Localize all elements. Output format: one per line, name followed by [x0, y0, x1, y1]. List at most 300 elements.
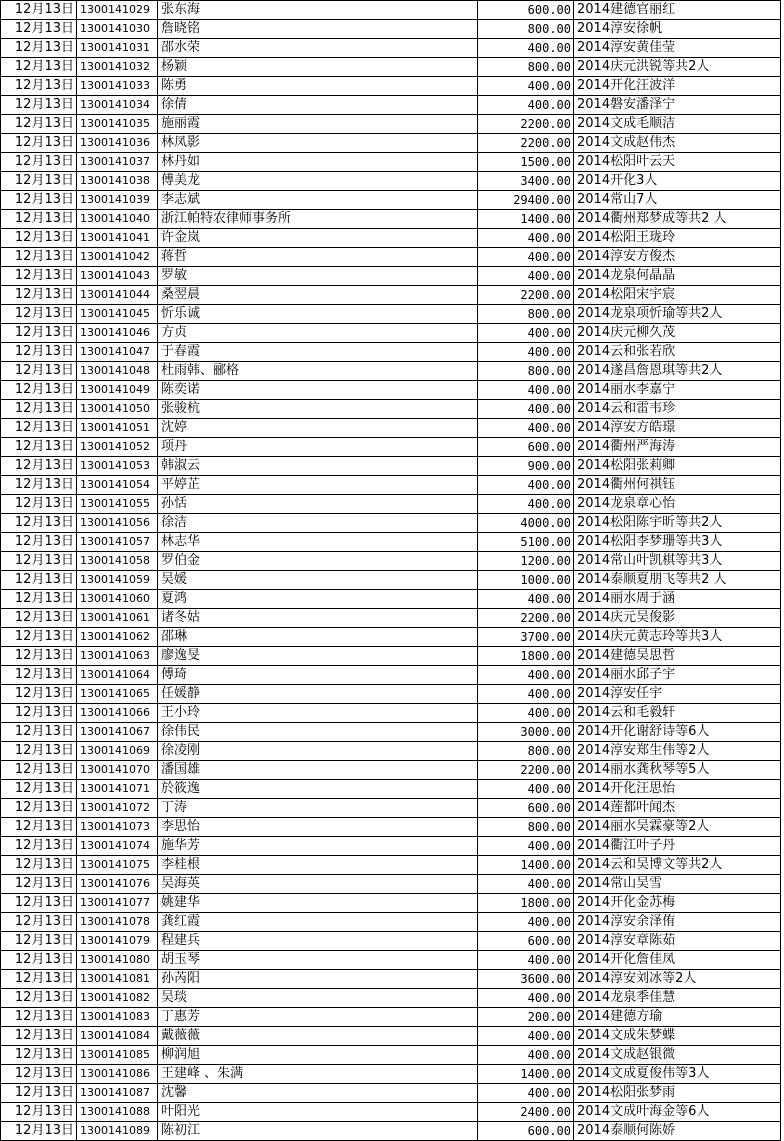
remark-cell[interactable]: 2014文成毛顺洁 — [574, 115, 781, 134]
donor-name-cell[interactable]: 林丹如 — [158, 153, 478, 172]
receipt-number-cell[interactable]: 1300141048 — [77, 362, 158, 381]
donor-name-cell[interactable]: 夏鸿 — [158, 590, 478, 609]
donor-name-cell[interactable]: 方贞 — [158, 324, 478, 343]
remark-cell[interactable]: 2014丽水李嘉宁 — [574, 381, 781, 400]
receipt-number-cell[interactable]: 1300141040 — [77, 210, 158, 229]
amount-cell[interactable]: 800.00 — [478, 818, 574, 837]
remark-cell[interactable]: 2014松阳王珑玲 — [574, 229, 781, 248]
remark-cell[interactable]: 2014开化詹佳凤 — [574, 951, 781, 970]
date-cell[interactable]: 12月13日 — [1, 495, 77, 514]
donor-name-cell[interactable]: 韩淑云 — [158, 457, 478, 476]
remark-cell[interactable]: 2014泰顺何陈娇 — [574, 1122, 781, 1141]
date-cell[interactable]: 12月13日 — [1, 324, 77, 343]
amount-cell[interactable]: 800.00 — [478, 58, 574, 77]
date-cell[interactable]: 12月13日 — [1, 58, 77, 77]
date-cell[interactable]: 12月13日 — [1, 210, 77, 229]
donor-name-cell[interactable]: 徐倩 — [158, 96, 478, 115]
donor-name-cell[interactable]: 潘国雄 — [158, 761, 478, 780]
receipt-number-cell[interactable]: 1300141063 — [77, 647, 158, 666]
amount-cell[interactable]: 3600.00 — [478, 970, 574, 989]
remark-cell[interactable]: 2014建德官丽红 — [574, 1, 781, 20]
receipt-number-cell[interactable]: 1300141050 — [77, 400, 158, 419]
receipt-number-cell[interactable]: 1300141031 — [77, 39, 158, 58]
date-cell[interactable]: 12月13日 — [1, 1027, 77, 1046]
donor-name-cell[interactable]: 沈馨 — [158, 1084, 478, 1103]
receipt-number-cell[interactable]: 1300141081 — [77, 970, 158, 989]
remark-cell[interactable]: 2014丽水吴霖豪等2人 — [574, 818, 781, 837]
donor-name-cell[interactable]: 程建兵 — [158, 932, 478, 951]
date-cell[interactable]: 12月13日 — [1, 628, 77, 647]
amount-cell[interactable]: 200.00 — [478, 1008, 574, 1027]
date-cell[interactable]: 12月13日 — [1, 818, 77, 837]
receipt-number-cell[interactable]: 1300141065 — [77, 685, 158, 704]
remark-cell[interactable]: 2014淳安余泽侑 — [574, 913, 781, 932]
amount-cell[interactable]: 800.00 — [478, 305, 574, 324]
remark-cell[interactable]: 2014龙泉季佳慧 — [574, 989, 781, 1008]
amount-cell[interactable]: 600.00 — [478, 799, 574, 818]
receipt-number-cell[interactable]: 1300141072 — [77, 799, 158, 818]
receipt-number-cell[interactable]: 1300141083 — [77, 1008, 158, 1027]
receipt-number-cell[interactable]: 1300141042 — [77, 248, 158, 267]
amount-cell[interactable]: 1400.00 — [478, 856, 574, 875]
receipt-number-cell[interactable]: 1300141052 — [77, 438, 158, 457]
donor-name-cell[interactable]: 叶阳光 — [158, 1103, 478, 1122]
remark-cell[interactable]: 2014莲都叶闻杰 — [574, 799, 781, 818]
donor-name-cell[interactable]: 浙江帕特农律师事务所 — [158, 210, 478, 229]
date-cell[interactable]: 12月13日 — [1, 286, 77, 305]
donor-name-cell[interactable]: 施华芳 — [158, 837, 478, 856]
receipt-number-cell[interactable]: 1300141059 — [77, 571, 158, 590]
donor-name-cell[interactable]: 傅美龙 — [158, 172, 478, 191]
receipt-number-cell[interactable]: 1300141056 — [77, 514, 158, 533]
receipt-number-cell[interactable]: 1300141085 — [77, 1046, 158, 1065]
receipt-number-cell[interactable]: 1300141055 — [77, 495, 158, 514]
amount-cell[interactable]: 400.00 — [478, 875, 574, 894]
receipt-number-cell[interactable]: 1300141035 — [77, 115, 158, 134]
donor-name-cell[interactable]: 蒋哲 — [158, 248, 478, 267]
amount-cell[interactable]: 2200.00 — [478, 134, 574, 153]
receipt-number-cell[interactable]: 1300141045 — [77, 305, 158, 324]
remark-cell[interactable]: 2014文成叶海金等6人 — [574, 1103, 781, 1122]
receipt-number-cell[interactable]: 1300141089 — [77, 1122, 158, 1141]
amount-cell[interactable]: 400.00 — [478, 495, 574, 514]
donor-name-cell[interactable]: 龚红霞 — [158, 913, 478, 932]
amount-cell[interactable]: 1400.00 — [478, 1065, 574, 1084]
date-cell[interactable]: 12月13日 — [1, 666, 77, 685]
remark-cell[interactable]: 2014云和毛毅轩 — [574, 704, 781, 723]
date-cell[interactable]: 12月13日 — [1, 723, 77, 742]
remark-cell[interactable]: 2014淳安方俊杰 — [574, 248, 781, 267]
receipt-number-cell[interactable]: 1300141082 — [77, 989, 158, 1008]
receipt-number-cell[interactable]: 1300141067 — [77, 723, 158, 742]
remark-cell[interactable]: 2014庆元黄志玲等共3人 — [574, 628, 781, 647]
remark-cell[interactable]: 2014松阳张莉卿 — [574, 457, 781, 476]
donor-name-cell[interactable]: 傅琦 — [158, 666, 478, 685]
amount-cell[interactable]: 400.00 — [478, 267, 574, 286]
date-cell[interactable]: 12月13日 — [1, 647, 77, 666]
date-cell[interactable]: 12月13日 — [1, 856, 77, 875]
amount-cell[interactable]: 29400.00 — [478, 191, 574, 210]
amount-cell[interactable]: 3400.00 — [478, 172, 574, 191]
donor-name-cell[interactable]: 王建峰 、朱满 — [158, 1065, 478, 1084]
remark-cell[interactable]: 2014开化3人 — [574, 172, 781, 191]
date-cell[interactable]: 12月13日 — [1, 343, 77, 362]
amount-cell[interactable]: 400.00 — [478, 476, 574, 495]
amount-cell[interactable]: 600.00 — [478, 932, 574, 951]
donor-name-cell[interactable]: 邵琳 — [158, 628, 478, 647]
date-cell[interactable]: 12月13日 — [1, 761, 77, 780]
date-cell[interactable]: 12月13日 — [1, 932, 77, 951]
receipt-number-cell[interactable]: 1300141037 — [77, 153, 158, 172]
remark-cell[interactable]: 2014衢江叶子丹 — [574, 837, 781, 856]
remark-cell[interactable]: 2014衢州郑梦成等共2 人 — [574, 210, 781, 229]
remark-cell[interactable]: 2014云和吴博文等共2人 — [574, 856, 781, 875]
date-cell[interactable]: 12月13日 — [1, 172, 77, 191]
date-cell[interactable]: 12月13日 — [1, 115, 77, 134]
amount-cell[interactable]: 1200.00 — [478, 552, 574, 571]
date-cell[interactable]: 12月13日 — [1, 1, 77, 20]
remark-cell[interactable]: 2014龙泉何晶晶 — [574, 267, 781, 286]
amount-cell[interactable]: 400.00 — [478, 381, 574, 400]
donor-name-cell[interactable]: 柳润旭 — [158, 1046, 478, 1065]
amount-cell[interactable]: 400.00 — [478, 39, 574, 58]
remark-cell[interactable]: 2014衢州严海涛 — [574, 438, 781, 457]
donor-name-cell[interactable]: 罗敏 — [158, 267, 478, 286]
receipt-number-cell[interactable]: 1300141051 — [77, 419, 158, 438]
donor-name-cell[interactable]: 施丽霞 — [158, 115, 478, 134]
receipt-number-cell[interactable]: 1300141087 — [77, 1084, 158, 1103]
remark-cell[interactable]: 2014庆元吴俊影 — [574, 609, 781, 628]
date-cell[interactable]: 12月13日 — [1, 799, 77, 818]
remark-cell[interactable]: 2014文成赵银微 — [574, 1046, 781, 1065]
donor-name-cell[interactable]: 项丹 — [158, 438, 478, 457]
receipt-number-cell[interactable]: 1300141043 — [77, 267, 158, 286]
donor-name-cell[interactable]: 丁惠芳 — [158, 1008, 478, 1027]
remark-cell[interactable]: 2014丽水周于涵 — [574, 590, 781, 609]
date-cell[interactable]: 12月13日 — [1, 1065, 77, 1084]
receipt-number-cell[interactable]: 1300141053 — [77, 457, 158, 476]
donor-name-cell[interactable]: 陈初江 — [158, 1122, 478, 1141]
amount-cell[interactable]: 3000.00 — [478, 723, 574, 742]
donor-name-cell[interactable]: 於筱逸 — [158, 780, 478, 799]
amount-cell[interactable]: 4000.00 — [478, 514, 574, 533]
amount-cell[interactable]: 400.00 — [478, 400, 574, 419]
remark-cell[interactable]: 2014建德吴思哲 — [574, 647, 781, 666]
amount-cell[interactable]: 400.00 — [478, 913, 574, 932]
date-cell[interactable]: 12月13日 — [1, 20, 77, 39]
date-cell[interactable]: 12月13日 — [1, 153, 77, 172]
donor-name-cell[interactable]: 王小玲 — [158, 704, 478, 723]
donor-name-cell[interactable]: 姚建华 — [158, 894, 478, 913]
date-cell[interactable]: 12月13日 — [1, 837, 77, 856]
receipt-number-cell[interactable]: 1300141077 — [77, 894, 158, 913]
donor-name-cell[interactable]: 廖逸旻 — [158, 647, 478, 666]
remark-cell[interactable]: 2014丽水邱子宇 — [574, 666, 781, 685]
donor-name-cell[interactable]: 孙恬 — [158, 495, 478, 514]
date-cell[interactable]: 12月13日 — [1, 514, 77, 533]
remark-cell[interactable]: 2014云和张若欣 — [574, 343, 781, 362]
receipt-number-cell[interactable]: 1300141039 — [77, 191, 158, 210]
amount-cell[interactable]: 800.00 — [478, 742, 574, 761]
donor-name-cell[interactable]: 许金岚 — [158, 229, 478, 248]
remark-cell[interactable]: 2014泰顺夏朋飞等共2 人 — [574, 571, 781, 590]
donor-name-cell[interactable]: 李志斌 — [158, 191, 478, 210]
amount-cell[interactable]: 400.00 — [478, 590, 574, 609]
amount-cell[interactable]: 400.00 — [478, 229, 574, 248]
receipt-number-cell[interactable]: 1300141079 — [77, 932, 158, 951]
receipt-number-cell[interactable]: 1300141038 — [77, 172, 158, 191]
donor-name-cell[interactable]: 张骏杭 — [158, 400, 478, 419]
remark-cell[interactable]: 2014淳安刘冰等2人 — [574, 970, 781, 989]
amount-cell[interactable]: 400.00 — [478, 780, 574, 799]
receipt-number-cell[interactable]: 1300141057 — [77, 533, 158, 552]
amount-cell[interactable]: 400.00 — [478, 1084, 574, 1103]
donor-name-cell[interactable]: 诸冬姑 — [158, 609, 478, 628]
remark-cell[interactable]: 2014龙泉项忻瑜等共2人 — [574, 305, 781, 324]
amount-cell[interactable]: 400.00 — [478, 324, 574, 343]
donor-name-cell[interactable]: 于春霞 — [158, 343, 478, 362]
donor-name-cell[interactable]: 胡玉琴 — [158, 951, 478, 970]
amount-cell[interactable]: 400.00 — [478, 77, 574, 96]
receipt-number-cell[interactable]: 1300141076 — [77, 875, 158, 894]
date-cell[interactable]: 12月13日 — [1, 590, 77, 609]
remark-cell[interactable]: 2014常山吴雪 — [574, 875, 781, 894]
amount-cell[interactable]: 600.00 — [478, 1, 574, 20]
amount-cell[interactable]: 1800.00 — [478, 894, 574, 913]
donor-name-cell[interactable]: 李思怡 — [158, 818, 478, 837]
remark-cell[interactable]: 2014衢州何祺钰 — [574, 476, 781, 495]
receipt-number-cell[interactable]: 1300141080 — [77, 951, 158, 970]
receipt-number-cell[interactable]: 1300141061 — [77, 609, 158, 628]
date-cell[interactable]: 12月13日 — [1, 1122, 77, 1141]
receipt-number-cell[interactable]: 1300141044 — [77, 286, 158, 305]
date-cell[interactable]: 12月13日 — [1, 419, 77, 438]
date-cell[interactable]: 12月13日 — [1, 400, 77, 419]
receipt-number-cell[interactable]: 1300141046 — [77, 324, 158, 343]
remark-cell[interactable]: 2014开化金苏梅 — [574, 894, 781, 913]
amount-cell[interactable]: 2400.00 — [478, 1103, 574, 1122]
date-cell[interactable]: 12月13日 — [1, 39, 77, 58]
amount-cell[interactable]: 400.00 — [478, 837, 574, 856]
receipt-number-cell[interactable]: 1300141054 — [77, 476, 158, 495]
remark-cell[interactable]: 2014淳安任宇 — [574, 685, 781, 704]
amount-cell[interactable]: 1000.00 — [478, 571, 574, 590]
date-cell[interactable]: 12月13日 — [1, 362, 77, 381]
remark-cell[interactable]: 2014文成赵伟杰 — [574, 134, 781, 153]
date-cell[interactable]: 12月13日 — [1, 134, 77, 153]
amount-cell[interactable]: 2200.00 — [478, 286, 574, 305]
receipt-number-cell[interactable]: 1300141047 — [77, 343, 158, 362]
amount-cell[interactable]: 1800.00 — [478, 647, 574, 666]
donor-name-cell[interactable]: 徐伟民 — [158, 723, 478, 742]
date-cell[interactable]: 12月13日 — [1, 780, 77, 799]
date-cell[interactable]: 12月13日 — [1, 457, 77, 476]
date-cell[interactable]: 12月13日 — [1, 685, 77, 704]
date-cell[interactable]: 12月13日 — [1, 248, 77, 267]
amount-cell[interactable]: 2200.00 — [478, 115, 574, 134]
receipt-number-cell[interactable]: 1300141069 — [77, 742, 158, 761]
amount-cell[interactable]: 400.00 — [478, 666, 574, 685]
date-cell[interactable]: 12月13日 — [1, 970, 77, 989]
receipt-number-cell[interactable]: 1300141062 — [77, 628, 158, 647]
date-cell[interactable]: 12月13日 — [1, 913, 77, 932]
donor-name-cell[interactable]: 吴海英 — [158, 875, 478, 894]
donor-name-cell[interactable]: 杨颖 — [158, 58, 478, 77]
donor-name-cell[interactable]: 丁涛 — [158, 799, 478, 818]
amount-cell[interactable]: 600.00 — [478, 438, 574, 457]
date-cell[interactable]: 12月13日 — [1, 742, 77, 761]
amount-cell[interactable]: 2200.00 — [478, 761, 574, 780]
remark-cell[interactable]: 2014淳安郑生伟等2人 — [574, 742, 781, 761]
receipt-number-cell[interactable]: 1300141029 — [77, 1, 158, 20]
donor-name-cell[interactable]: 徐凌刚 — [158, 742, 478, 761]
remark-cell[interactable]: 2014淳安章陈茹 — [574, 932, 781, 951]
donor-name-cell[interactable]: 戴薇薇 — [158, 1027, 478, 1046]
remark-cell[interactable]: 2014松阳叶云天 — [574, 153, 781, 172]
amount-cell[interactable]: 800.00 — [478, 20, 574, 39]
donor-name-cell[interactable]: 张东海 — [158, 1, 478, 20]
receipt-number-cell[interactable]: 1300141075 — [77, 856, 158, 875]
amount-cell[interactable]: 400.00 — [478, 96, 574, 115]
date-cell[interactable]: 12月13日 — [1, 1103, 77, 1122]
date-cell[interactable]: 12月13日 — [1, 438, 77, 457]
donor-name-cell[interactable]: 吴媛 — [158, 571, 478, 590]
date-cell[interactable]: 12月13日 — [1, 552, 77, 571]
remark-cell[interactable]: 2014遂昌詹恩琪等共2人 — [574, 362, 781, 381]
amount-cell[interactable]: 400.00 — [478, 685, 574, 704]
date-cell[interactable]: 12月13日 — [1, 951, 77, 970]
amount-cell[interactable]: 600.00 — [478, 1122, 574, 1141]
remark-cell[interactable]: 2014淳安徐帆 — [574, 20, 781, 39]
date-cell[interactable]: 12月13日 — [1, 305, 77, 324]
amount-cell[interactable]: 400.00 — [478, 343, 574, 362]
donor-name-cell[interactable]: 桑翌晨 — [158, 286, 478, 305]
remark-cell[interactable]: 2014丽水龚秋琴等5人 — [574, 761, 781, 780]
amount-cell[interactable]: 400.00 — [478, 951, 574, 970]
receipt-number-cell[interactable]: 1300141078 — [77, 913, 158, 932]
receipt-number-cell[interactable]: 1300141036 — [77, 134, 158, 153]
date-cell[interactable]: 12月13日 — [1, 533, 77, 552]
receipt-number-cell[interactable]: 1300141070 — [77, 761, 158, 780]
donor-name-cell[interactable]: 罗伯金 — [158, 552, 478, 571]
remark-cell[interactable]: 2014庆元柳久茂 — [574, 324, 781, 343]
remark-cell[interactable]: 2014松阳张梦雨 — [574, 1084, 781, 1103]
donor-name-cell[interactable]: 任媛静 — [158, 685, 478, 704]
receipt-number-cell[interactable]: 1300141032 — [77, 58, 158, 77]
remark-cell[interactable]: 2014松阳李梦珊等共3人 — [574, 533, 781, 552]
donor-name-cell[interactable]: 孙芮阳 — [158, 970, 478, 989]
amount-cell[interactable]: 900.00 — [478, 457, 574, 476]
receipt-number-cell[interactable]: 1300141084 — [77, 1027, 158, 1046]
receipt-number-cell[interactable]: 1300141071 — [77, 780, 158, 799]
donor-name-cell[interactable]: 詹晓铭 — [158, 20, 478, 39]
remark-cell[interactable]: 2014文成朱梦蝶 — [574, 1027, 781, 1046]
amount-cell[interactable]: 400.00 — [478, 1027, 574, 1046]
date-cell[interactable]: 12月13日 — [1, 875, 77, 894]
donor-name-cell[interactable]: 陈奕诺 — [158, 381, 478, 400]
receipt-number-cell[interactable]: 1300141060 — [77, 590, 158, 609]
date-cell[interactable]: 12月13日 — [1, 609, 77, 628]
date-cell[interactable]: 12月13日 — [1, 571, 77, 590]
donor-name-cell[interactable]: 沈婷 — [158, 419, 478, 438]
receipt-number-cell[interactable]: 1300141058 — [77, 552, 158, 571]
donor-name-cell[interactable]: 杜雨韩、郦格 — [158, 362, 478, 381]
remark-cell[interactable]: 2014开化谢舒诗等6人 — [574, 723, 781, 742]
donor-name-cell[interactable]: 平婷芷 — [158, 476, 478, 495]
receipt-number-cell[interactable]: 1300141064 — [77, 666, 158, 685]
remark-cell[interactable]: 2014云和雷韦珍 — [574, 400, 781, 419]
receipt-number-cell[interactable]: 1300141088 — [77, 1103, 158, 1122]
amount-cell[interactable]: 1500.00 — [478, 153, 574, 172]
receipt-number-cell[interactable]: 1300141049 — [77, 381, 158, 400]
date-cell[interactable]: 12月13日 — [1, 77, 77, 96]
remark-cell[interactable]: 2014淳安方皓璟 — [574, 419, 781, 438]
remark-cell[interactable]: 2014松阳宋宇宸 — [574, 286, 781, 305]
amount-cell[interactable]: 400.00 — [478, 248, 574, 267]
amount-cell[interactable]: 400.00 — [478, 989, 574, 1008]
amount-cell[interactable]: 5100.00 — [478, 533, 574, 552]
receipt-number-cell[interactable]: 1300141074 — [77, 837, 158, 856]
receipt-number-cell[interactable]: 1300141033 — [77, 77, 158, 96]
receipt-number-cell[interactable]: 1300141030 — [77, 20, 158, 39]
remark-cell[interactable]: 2014常山叶凯棋等共3人 — [574, 552, 781, 571]
donor-name-cell[interactable]: 邵水荣 — [158, 39, 478, 58]
remark-cell[interactable]: 2014开化汪思怡 — [574, 780, 781, 799]
date-cell[interactable]: 12月13日 — [1, 894, 77, 913]
date-cell[interactable]: 12月13日 — [1, 704, 77, 723]
date-cell[interactable]: 12月13日 — [1, 96, 77, 115]
date-cell[interactable]: 12月13日 — [1, 989, 77, 1008]
amount-cell[interactable]: 3700.00 — [478, 628, 574, 647]
remark-cell[interactable]: 2014淳安黄佳莹 — [574, 39, 781, 58]
date-cell[interactable]: 12月13日 — [1, 191, 77, 210]
donor-name-cell[interactable]: 吴琰 — [158, 989, 478, 1008]
receipt-number-cell[interactable]: 1300141041 — [77, 229, 158, 248]
donor-name-cell[interactable]: 李桂根 — [158, 856, 478, 875]
remark-cell[interactable]: 2014庆元洪锐等共2人 — [574, 58, 781, 77]
remark-cell[interactable]: 2014文成夏俊伟等3人 — [574, 1065, 781, 1084]
amount-cell[interactable]: 400.00 — [478, 1046, 574, 1065]
remark-cell[interactable]: 2014建德方瑜 — [574, 1008, 781, 1027]
remark-cell[interactable]: 2014松阳陈宇昕等共2人 — [574, 514, 781, 533]
date-cell[interactable]: 12月13日 — [1, 1084, 77, 1103]
donor-name-cell[interactable]: 忻乐诚 — [158, 305, 478, 324]
remark-cell[interactable]: 2014开化汪波洋 — [574, 77, 781, 96]
date-cell[interactable]: 12月13日 — [1, 476, 77, 495]
receipt-number-cell[interactable]: 1300141073 — [77, 818, 158, 837]
donor-name-cell[interactable]: 林志华 — [158, 533, 478, 552]
donor-name-cell[interactable]: 徐洁 — [158, 514, 478, 533]
remark-cell[interactable]: 2014常山7人 — [574, 191, 781, 210]
date-cell[interactable]: 12月13日 — [1, 1046, 77, 1065]
amount-cell[interactable]: 1400.00 — [478, 210, 574, 229]
receipt-number-cell[interactable]: 1300141034 — [77, 96, 158, 115]
receipt-number-cell[interactable]: 1300141066 — [77, 704, 158, 723]
date-cell[interactable]: 12月13日 — [1, 1008, 77, 1027]
date-cell[interactable]: 12月13日 — [1, 267, 77, 286]
date-cell[interactable]: 12月13日 — [1, 229, 77, 248]
amount-cell[interactable]: 2200.00 — [478, 609, 574, 628]
donor-name-cell[interactable]: 林凤影 — [158, 134, 478, 153]
date-cell[interactable]: 12月13日 — [1, 381, 77, 400]
amount-cell[interactable]: 400.00 — [478, 419, 574, 438]
receipt-number-cell[interactable]: 1300141086 — [77, 1065, 158, 1084]
amount-cell[interactable]: 800.00 — [478, 362, 574, 381]
remark-cell[interactable]: 2014磐安潘泽宁 — [574, 96, 781, 115]
donor-name-cell[interactable]: 陈勇 — [158, 77, 478, 96]
remark-cell[interactable]: 2014龙泉章心怡 — [574, 495, 781, 514]
amount-cell[interactable]: 400.00 — [478, 704, 574, 723]
